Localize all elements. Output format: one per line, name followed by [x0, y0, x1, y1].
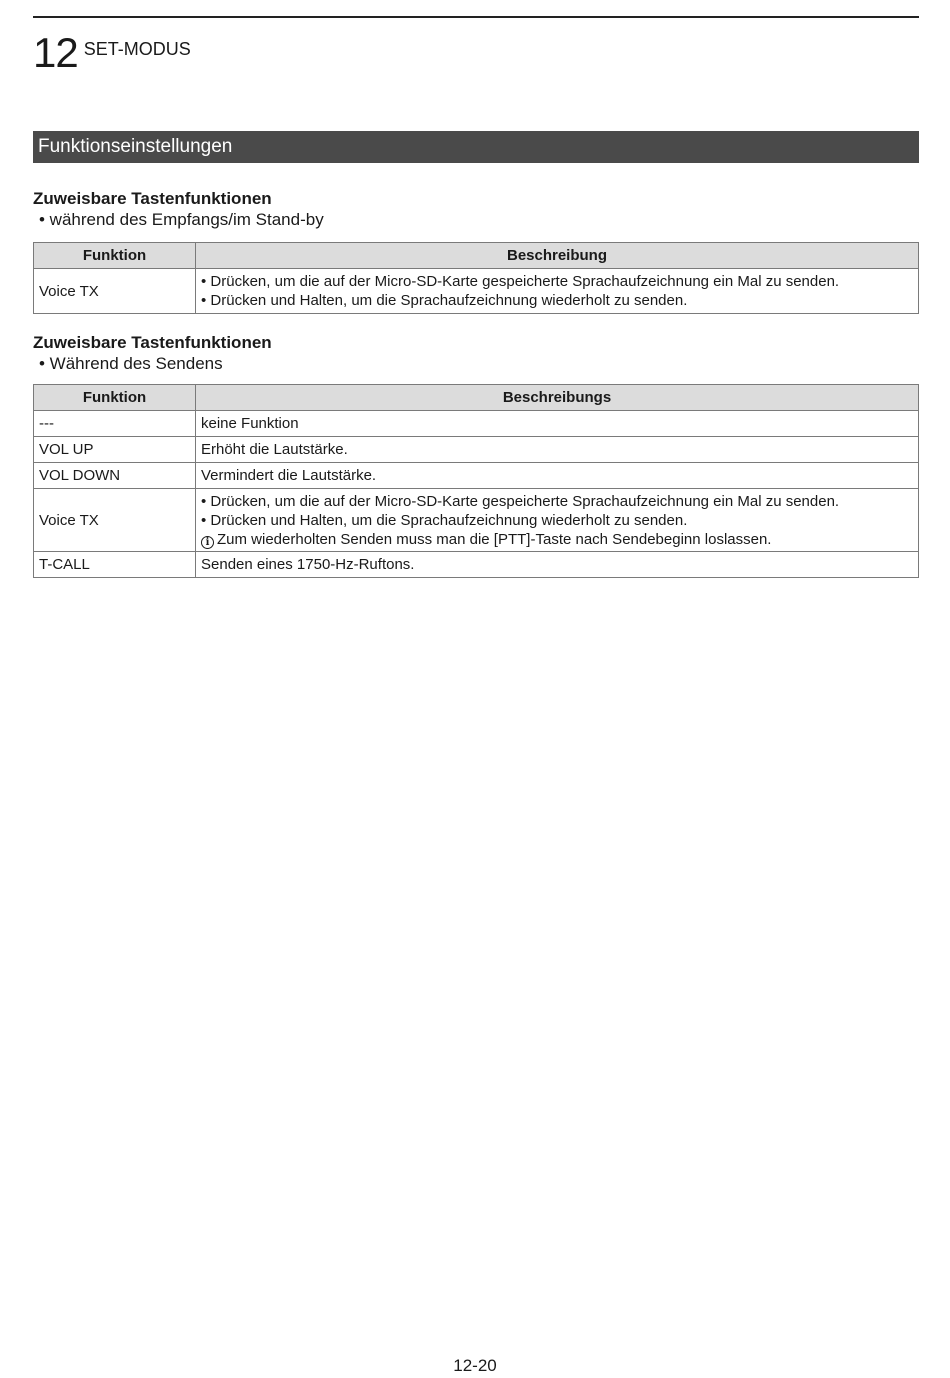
block2-table	[33, 384, 919, 578]
section-title: Funktionseinstellungen	[33, 131, 919, 163]
table-row	[34, 437, 919, 463]
function-cell: Voice TX	[34, 269, 196, 314]
column-header-function: Funktion	[34, 243, 196, 269]
description-cell	[196, 489, 919, 552]
description-cell: Senden eines 1750-Hz-Ruftons.	[196, 552, 919, 578]
chapter-header	[33, 30, 191, 76]
block2-bullet: • Während des Sendens	[39, 354, 223, 373]
table-row	[34, 489, 919, 552]
function-cell: Voice TX	[34, 489, 196, 552]
function-cell: ---	[34, 411, 196, 437]
table-header-row	[34, 385, 919, 411]
column-header-function: Funktion	[34, 385, 196, 411]
chapter-number: 12	[33, 29, 78, 76]
description-line: • Drücken, um die auf der Micro-SD-Karte gespeicherte Sprachaufzeichnung ein Mal zu senden.	[201, 273, 840, 290]
table-header-row	[34, 243, 919, 269]
chapter-title: SET-MODUS	[83, 39, 191, 59]
description-cell: keine Funktion	[196, 411, 919, 437]
function-cell: VOL DOWN	[34, 463, 196, 489]
block1-table	[33, 242, 919, 314]
table-row	[34, 269, 919, 314]
description-note	[201, 530, 913, 549]
column-header-description: Beschreibungs	[196, 385, 919, 411]
description-cell	[196, 269, 919, 314]
top-rule	[33, 16, 919, 18]
note-text: Zum wiederholten Senden muss man die [PTT]-Taste nach Sendebeginn loslassen.	[217, 530, 772, 548]
table-row	[34, 411, 919, 437]
info-icon: i	[201, 536, 214, 549]
description-cell: Erhöht die Lautstärke.	[196, 437, 919, 463]
description-line: • Drücken, um die auf der Micro-SD-Karte gespeicherte Sprachaufzeichnung ein Mal zu senden.	[201, 492, 840, 510]
block1-bullet: • während des Empfangs/im Stand-by	[39, 210, 324, 229]
page-number: 12-20	[453, 1356, 497, 1375]
description-cell: Vermindert die Lautstärke.	[196, 463, 919, 489]
function-cell: T-CALL	[34, 552, 196, 578]
description-line: • Drücken und Halten, um die Sprachaufzeichnung wiederholt zu senden.	[201, 292, 688, 309]
block1-heading: Zuweisbare Tastenfunktionen	[33, 189, 272, 208]
description-line: • Drücken und Halten, um die Sprachaufzeichnung wiederholt zu senden.	[201, 511, 688, 529]
block2-heading: Zuweisbare Tastenfunktionen	[33, 333, 272, 352]
table-row	[34, 463, 919, 489]
column-header-description: Beschreibung	[196, 243, 919, 269]
table-row	[34, 552, 919, 578]
function-cell: VOL UP	[34, 437, 196, 463]
